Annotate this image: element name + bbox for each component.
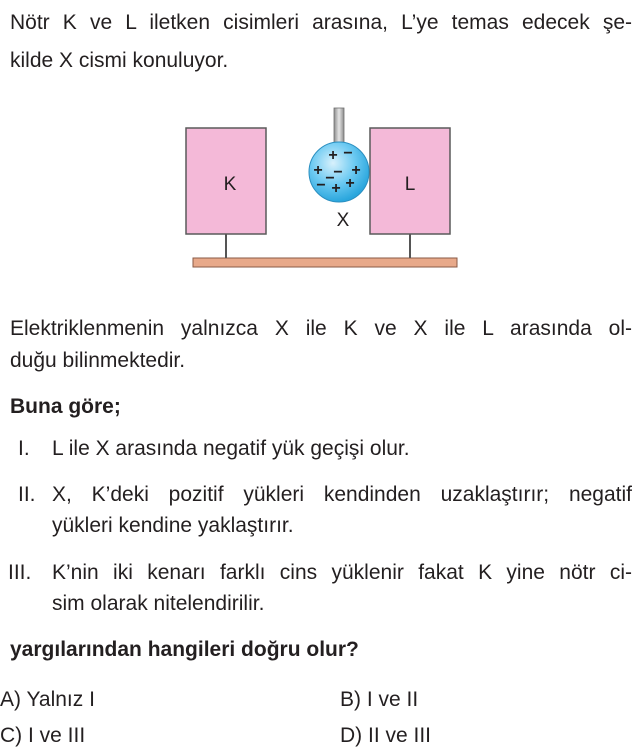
item-text-cont: yükleri kendine yaklaştırır.: [52, 514, 294, 537]
item-text-cont: sim olarak nitelendirilir.: [52, 592, 265, 615]
item-text: L ile X arasında negatif yük geçişi olur.: [52, 437, 410, 460]
statement-line-2: duğu bilinmektedir.: [10, 349, 186, 372]
option-b[interactable]: B) I ve II: [340, 688, 419, 711]
item-number: III.: [8, 561, 32, 584]
option-a[interactable]: A) Yalnız I: [0, 688, 95, 711]
charge-5: +: [351, 162, 361, 179]
charge-7: +: [331, 180, 341, 197]
charge-4: −: [333, 164, 343, 181]
option-d[interactable]: D) II ve III: [340, 724, 432, 747]
intro-line-2: kilde X cismi konuluyor.: [10, 49, 229, 72]
item-number: I.: [18, 437, 30, 460]
charge-8: +: [345, 175, 355, 192]
charge-2: −: [343, 145, 353, 162]
label-x: X: [336, 210, 350, 231]
charge-6: −: [316, 177, 326, 194]
item-number: II.: [18, 483, 36, 506]
charge-1: +: [328, 147, 338, 164]
option-c[interactable]: C) I ve III: [0, 724, 86, 747]
label-k: K: [223, 174, 237, 195]
charge-9: −: [325, 170, 335, 187]
intro-line-1: Nötr K ve L iletken cisimleri arasına, L’ye temas edecek şe-: [10, 11, 632, 34]
item-text: X, K’deki pozitif yükleri kendinden uzaklaştırır; negatif: [52, 483, 632, 506]
figure-svg: [0, 100, 642, 280]
label-l: L: [404, 174, 416, 195]
base-bar: [193, 258, 457, 267]
question: yargılarından hangileri doğru olur?: [10, 638, 359, 661]
item-text: K’nin iki kenarı farklı cins yüklenir fakat K yine nötr ci-: [52, 561, 632, 584]
charge-3: +: [313, 162, 323, 179]
prompt: Buna göre;: [10, 395, 121, 418]
figure: [0, 100, 642, 280]
statement-line-1: Elektriklenmenin yalnızca X ile K ve X ile L arasında ol-: [10, 317, 632, 340]
